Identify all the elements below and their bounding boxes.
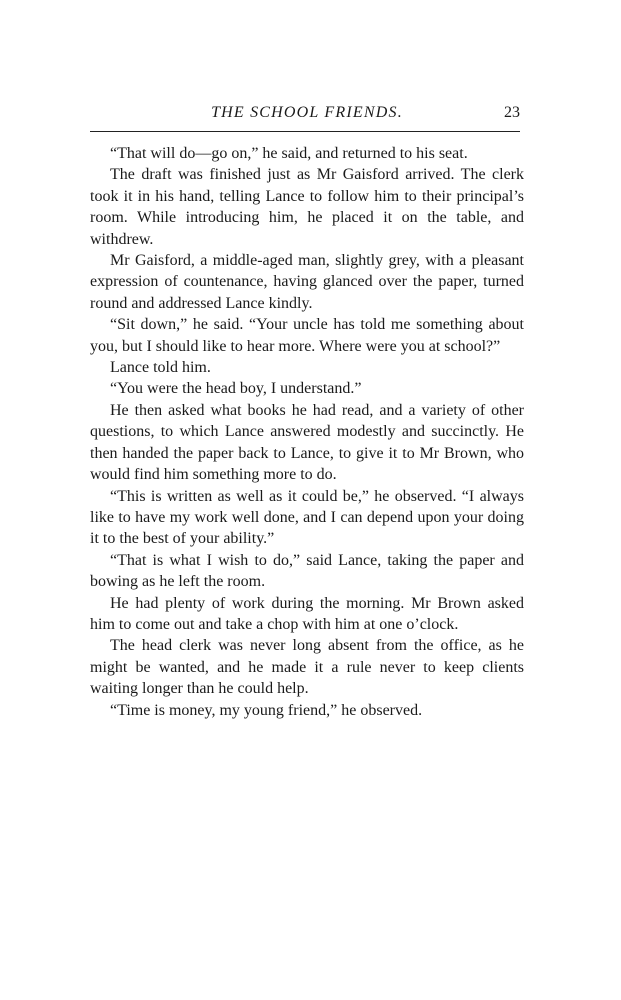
- paragraph-10: He had plenty of work during the morning. Mr Brown asked him to come out and take a chop with him at one o’clock.: [90, 594, 524, 633]
- body-text: [90, 143, 524, 721]
- paragraph-1: “That will do—go on,” he said, and returned to his seat.: [110, 145, 468, 162]
- page-number: 23: [504, 104, 520, 121]
- paragraph-8: “This is written as well as it could be,” he observed. “I always like to have my work well done, and I can depend upon your doing it to the best of your ability.”: [90, 487, 524, 548]
- paragraph-4: “Sit down,” he said. “Your uncle has told me something about you, but I should like to hear more. Where were you at school?”: [90, 316, 524, 355]
- paragraph-12: “Time is money, my young friend,” he observed.: [110, 701, 423, 719]
- paragraph-5: Lance told him.: [110, 359, 211, 377]
- paragraph-3: Mr Gaisford, a middle-aged man, slightly grey, with a pleasant expression of countenance, having glanced over the paper, turned round and addressed Lance kindly.: [90, 252, 524, 312]
- running-title: THE SCHOOL FRIENDS.: [211, 104, 403, 121]
- header-rule: [90, 131, 520, 132]
- running-head: [90, 104, 524, 128]
- paragraph-7: He then asked what books he had read, and a variety of other questions, to which Lance answered modestly and succinctly. He then handed the paper back to Lance, to give it to Mr Brown, who would find him something more to do.: [90, 401, 524, 484]
- paragraph-6: “You were the head boy, I understand.”: [110, 380, 362, 398]
- paragraph-2: The draft was finished just as Mr Gaisford arrived. The clerk took it in his hand, telling Lance to follow him to their principal’s room. While introducing him, he placed it on the table, and withdrew.: [90, 166, 524, 248]
- paragraph-9: “That is what I wish to do,” said Lance, taking the paper and bowing as he left the room.: [90, 551, 524, 591]
- paragraph-11: The head clerk was never long absent from the office, as he might be wanted, and he made it a rule never to keep clients waiting longer than he could help.: [90, 637, 524, 698]
